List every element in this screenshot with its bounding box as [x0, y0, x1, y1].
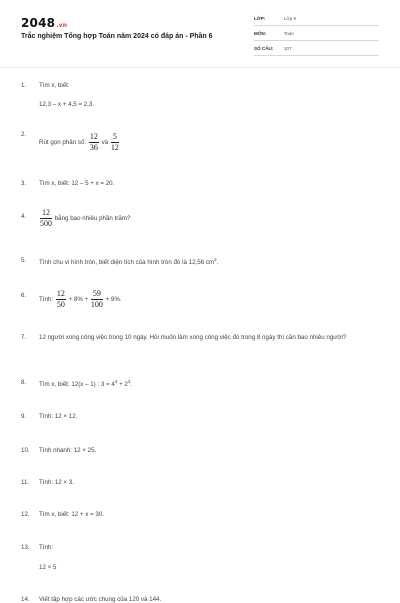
question-number: 11.	[21, 479, 30, 486]
question-number: 13.	[21, 544, 30, 551]
question-text: Tính nhanh: 12 × 25.	[39, 447, 97, 454]
fraction: $\frac{5}{12}$	[110, 132, 119, 152]
question-number: 12.	[21, 511, 30, 518]
meta-subject	[254, 28, 379, 41]
meta-key: LỚP:	[254, 16, 266, 21]
question-number: 3.	[21, 180, 27, 187]
question-text: 12 người xong công việc trong 10 ngày. Hỏi muốn làm xong công việc đó trong 8 ngày thì cần bao nhiêu người?	[39, 334, 347, 341]
question-number: 14.	[21, 596, 30, 603]
question-text: Tìm x, biết:	[39, 82, 70, 89]
question-number: 4.	[21, 213, 27, 220]
question-text: Viết tập hợp các ước chung của 120 và 144.	[39, 596, 162, 603]
question-number: 5.	[21, 257, 27, 264]
question-text: Tìm x, biết: 12(x – 1) : $3 = 4^3 + 2^3$.	[39, 379, 133, 389]
fraction: $\frac{12}{500}$	[40, 208, 52, 228]
meta-question-count	[254, 43, 379, 56]
meta-grade	[254, 13, 379, 26]
question-text: Tính: 12 × 3.	[39, 479, 74, 486]
meta-value: Lớp 9	[284, 16, 296, 21]
meta-value: 107	[284, 46, 292, 51]
question-text: Tìm x, biết: 12 + x = 30.	[39, 511, 104, 518]
fraction: $\frac{12}{50}$	[56, 289, 65, 309]
question-number: 2.	[21, 131, 27, 138]
question-number: 6.	[21, 292, 27, 299]
question-number: 8.	[21, 379, 27, 386]
meta-value: Toán	[284, 31, 294, 36]
question-number: 1.	[21, 82, 27, 89]
question-text: Tính:	[39, 544, 54, 551]
document-title: Trắc nghiệm Tổng hợp Toán năm 2024 có đáp án - Phần 6	[21, 33, 213, 40]
fraction: $\frac{59}{100}$	[90, 289, 103, 309]
site-logo[interactable]: 2048.vn	[21, 16, 68, 30]
header-divider	[0, 67, 400, 68]
document-header	[0, 0, 400, 63]
question-number: 10.	[21, 447, 30, 454]
question-text: Tìm x, biết: 12 – 5 + x = 20.	[39, 180, 115, 187]
fraction: $\frac{12}{36}$	[89, 132, 98, 152]
meta-key: SỐ CÂU:	[254, 46, 274, 51]
question-13-expression: 12 × 5	[39, 564, 57, 571]
question-text: $\frac{12}{500}$ bằng bao nhiêu phần trăm?	[40, 208, 131, 228]
question-number: 9.	[21, 413, 27, 420]
meta-key: MÔN:	[254, 31, 267, 36]
question-1-expression: 12,3 – x + 4,5 = 2,3.	[39, 101, 95, 108]
question-number: 7.	[21, 334, 27, 341]
question-text: Tính: 12 × 12.	[39, 413, 78, 420]
question-text: Tính chu vi hình tròn, biết diện tích của hình tròn đó là 12,56 $cm^2$.	[39, 257, 219, 267]
question-text: Rút gọn phân số: $\frac{12}{36}$ và $\frac{5}{12}$	[39, 132, 119, 152]
question-text: Tính: $\frac{12}{50}$ + 8% + $\frac{59}{100}$ + 9%.	[39, 289, 122, 309]
